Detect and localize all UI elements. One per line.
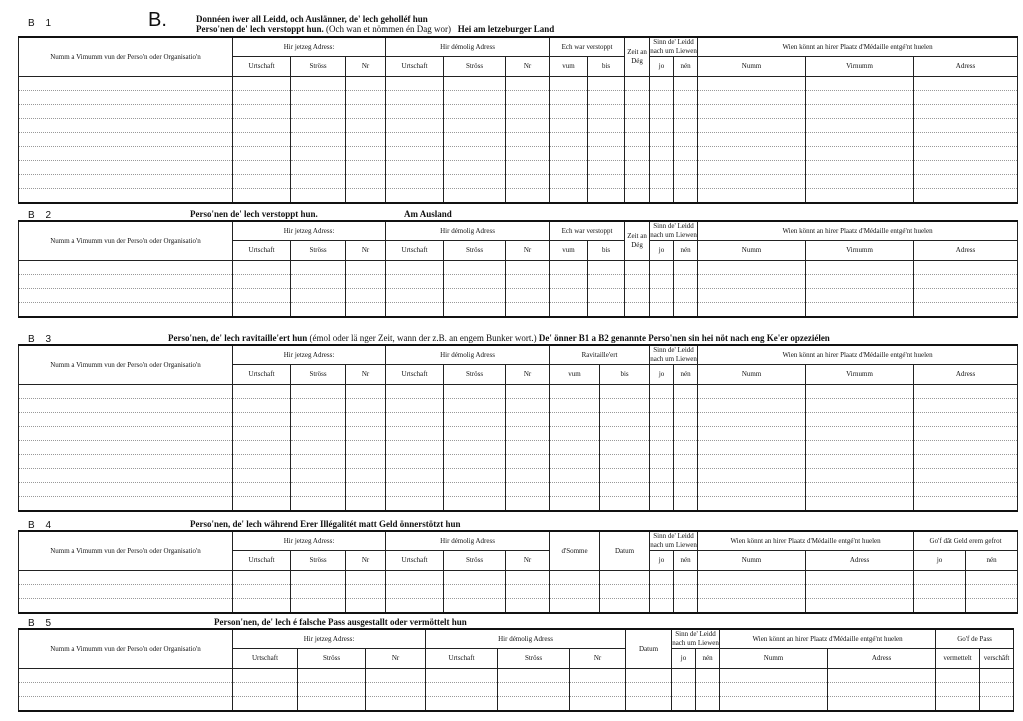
header-nr: Nr [346, 365, 386, 385]
header-vum: vum [550, 57, 588, 77]
header-nr: Nr [366, 649, 426, 669]
header-strooss: Ströss [291, 57, 346, 77]
header-adress: Adress [914, 241, 1018, 261]
header-nr: Nr [346, 57, 386, 77]
table-row[interactable] [19, 91, 1018, 105]
table-b4 [18, 530, 1018, 614]
header-vum: vum [550, 241, 588, 261]
header-current-address: Hir jetzeg Adress: [233, 37, 386, 57]
table-row[interactable] [19, 599, 1018, 614]
header-ravitailleert: Ravitaille'ert [550, 345, 650, 365]
header-nen: nén [696, 649, 720, 669]
header-former-address: Hir démolig Adress [386, 345, 550, 365]
header-alive: Sinn de' Leidd nach um Liewen [672, 630, 719, 647]
header-ortschaft: Urtschaft [386, 57, 444, 77]
header-alive: Sinn de' Leidd nach um Liewen [650, 532, 697, 549]
table-row[interactable] [19, 697, 1014, 712]
section-title: Perso'nen, de' lech während Erer Illégalitét matt Geld önnerstötzt hun [190, 519, 461, 529]
table-row[interactable] [19, 303, 1018, 318]
header-virnumm: Virnumm [806, 241, 914, 261]
header-jo: jo [650, 241, 674, 261]
header-strooss: Ströss [291, 241, 346, 261]
header-nr: Nr [506, 57, 550, 77]
header-ortschaft: Urtschaft [386, 241, 444, 261]
header-jo: jo [650, 551, 674, 571]
section-b4 [18, 518, 1013, 614]
header-datum: Datum [626, 629, 672, 669]
table-row[interactable] [19, 483, 1018, 497]
table-row[interactable] [19, 683, 1014, 697]
section-code: B 5 [28, 618, 56, 629]
header-alive: Sinn de' Leidd nach um Liewen [650, 222, 697, 239]
table-row[interactable] [19, 441, 1018, 455]
section-subtitle: Perso'nen de' lech verstoppt hun. (Och wan et nömmen én Dag wor) Hei am letzeburger Land [196, 24, 555, 34]
section-b1 [18, 10, 1013, 206]
table-row[interactable] [19, 161, 1018, 175]
section-b5 [18, 616, 1013, 712]
header-adress: Adress [806, 551, 914, 571]
section-code: B 1 [28, 18, 56, 29]
header-ortschaft: Urtschaft [233, 551, 291, 571]
header-jo: jo [650, 365, 674, 385]
table-row[interactable] [19, 399, 1018, 413]
header-numm: Numm [720, 649, 828, 669]
header-name: Numm a Vimumm vun der Perso'n oder Organisatio'n [19, 221, 233, 261]
table-row[interactable] [19, 427, 1018, 441]
header-zeit: Zeit an Dég [625, 37, 650, 77]
header-nen: nén [674, 551, 698, 571]
header-name: Numm a Vimumm vun der Perso'n oder Organisatio'n [19, 345, 233, 385]
section-code: B 2 [28, 210, 56, 221]
header-vum: vum [550, 365, 600, 385]
table-row[interactable] [19, 275, 1018, 289]
header-ortschaft: Urtschaft [233, 365, 291, 385]
table-row[interactable] [19, 455, 1018, 469]
header-medal: Wien könnt an hirer Plaatz d'Médaille entgé'nt huelen [698, 531, 914, 551]
section-b3 [18, 332, 1013, 516]
header-strooss: Ströss [444, 241, 506, 261]
header-numm: Numm [698, 365, 806, 385]
table-b1 [18, 36, 1018, 204]
header-strooss: Ströss [291, 551, 346, 571]
header-medal: Wien könnt an hirer Plaatz d'Médaille entgé'nt huelen [698, 221, 1018, 241]
header-verschaft: verschâft [980, 649, 1014, 669]
table-row[interactable] [19, 289, 1018, 303]
header-name: Numm a Vimumm vun der Perso'n oder Organisatio'n [19, 37, 233, 77]
header-bis: bis [600, 365, 650, 385]
header-alive: Sinn de' Leidd nach um Liewen [650, 38, 697, 55]
header-virnumm: Virnumm [806, 57, 914, 77]
header-zeit: Zeit an Dég [625, 221, 650, 261]
header-medal: Wien könnt an hirer Plaatz d'Médaille entgé'nt huelen [698, 345, 1018, 365]
header-adress: Adress [828, 649, 936, 669]
header-alive: Sinn de' Leidd nach um Liewen [650, 346, 697, 363]
header-ortschaft: Urtschaft [233, 57, 291, 77]
header-medal: Wien könnt an hirer Plaatz d'Médaille entgé'nt huelen [720, 629, 936, 649]
header-nen: nén [674, 365, 698, 385]
header-hidden: Ech war verstoppt [550, 37, 625, 57]
table-b5 [18, 628, 1014, 712]
table-row[interactable] [19, 105, 1018, 119]
section-title: Perso'nen de' lech verstoppt hun. [190, 209, 318, 219]
header-strooss: Ströss [444, 365, 506, 385]
form-letter: B. [148, 9, 167, 31]
section-title: Person'nen, de' lech é falsche Pass ausgestallt oder vermöttelt hun [214, 617, 467, 627]
header-nr: Nr [506, 241, 550, 261]
table-b2 [18, 220, 1018, 318]
header-former-address: Hir démolig Adress [386, 37, 550, 57]
header-strooss: Ströss [498, 649, 570, 669]
table-row[interactable] [19, 261, 1018, 275]
header-vermettelt: vermettelt [936, 649, 980, 669]
table-row[interactable] [19, 497, 1018, 512]
header-numm: Numm [698, 241, 806, 261]
table-row[interactable] [19, 385, 1018, 399]
header-jo: jo [650, 57, 674, 77]
table-row[interactable] [19, 413, 1018, 427]
header-strooss: Ströss [298, 649, 366, 669]
table-row[interactable] [19, 147, 1018, 161]
header-nr: Nr [346, 551, 386, 571]
header-bis: bis [588, 241, 625, 261]
form-sheet [18, 10, 1013, 715]
header-pass: Go'f de Pass [936, 629, 1014, 649]
header-hidden: Ech war verstoppt [550, 221, 625, 241]
table-row[interactable] [19, 669, 1014, 683]
header-current-address: Hir jetzeg Adress: [233, 531, 386, 551]
header-jo: jo [672, 649, 696, 669]
header-strooss: Ströss [444, 551, 506, 571]
header-nr: Nr [506, 551, 550, 571]
table-row[interactable] [19, 175, 1018, 189]
section-title-extra: Am Ausland [404, 209, 452, 219]
header-ortschaft: Urtschaft [426, 649, 498, 669]
table-row[interactable] [19, 585, 1018, 599]
header-ortschaft: Urtschaft [386, 551, 444, 571]
header-former-address: Hir démolig Adress [386, 221, 550, 241]
header-ortschaft: Urtschaft [233, 649, 298, 669]
table-row[interactable] [19, 189, 1018, 204]
header-nr: Nr [506, 365, 550, 385]
header-adress: Adress [914, 57, 1018, 77]
header-current-address: Hir jetzeg Adress: [233, 345, 386, 365]
header-nen: nén [674, 57, 698, 77]
table-row[interactable] [19, 469, 1018, 483]
section-code: B 3 [28, 334, 56, 345]
table-row[interactable] [19, 571, 1018, 585]
header-former-address: Hir démolig Adress [386, 531, 550, 551]
section-title: Donnéen iwer all Leidd, och Auslänner, de' lech geholléf hun [196, 14, 428, 24]
header-nen: nén [966, 551, 1018, 571]
header-numm: Numm [698, 551, 806, 571]
header-strooss: Ströss [444, 57, 506, 77]
header-refund: Go'f dât Geld erem gefrot [914, 531, 1018, 551]
header-ortschaft: Urtschaft [386, 365, 444, 385]
table-row[interactable] [19, 133, 1018, 147]
header-nr: Nr [346, 241, 386, 261]
header-nen: nén [674, 241, 698, 261]
section-b2 [18, 208, 1013, 330]
table-b3 [18, 344, 1018, 512]
header-current-address: Hir jetzeg Adress: [233, 221, 386, 241]
header-somme: d'Somme [550, 531, 600, 571]
table-row[interactable] [19, 77, 1018, 91]
header-bis: bis [588, 57, 625, 77]
header-virnumm: Virnumm [806, 365, 914, 385]
header-adress: Adress [914, 365, 1018, 385]
header-medal: Wien könnt an hirer Plaatz d'Médaille entgé'nt huelen [698, 37, 1018, 57]
header-nr: Nr [570, 649, 626, 669]
header-jo: jo [914, 551, 966, 571]
header-strooss: Ströss [291, 365, 346, 385]
header-name: Numm a Vimumm vun der Perso'n oder Organisatio'n [19, 531, 233, 571]
header-name: Numm a Vimumm vun der Perso'n oder Organisatio'n [19, 629, 233, 669]
section-code: B 4 [28, 520, 56, 531]
table-row[interactable] [19, 119, 1018, 133]
header-current-address: Hir jetzeg Adress: [233, 629, 426, 649]
header-ortschaft: Urtschaft [233, 241, 291, 261]
header-datum: Datum [600, 531, 650, 571]
header-numm: Numm [698, 57, 806, 77]
header-former-address: Hir démolig Adress [426, 629, 626, 649]
section-title: Perso'nen, de' lech ravitaille'ert hun (émol oder lä nger Zeit, wann der z.B. an engem Bunker wort.) De' önner B1 a B2 genannte Perso'nen sin hei nöt nach eng Ke'er opzeziélen [168, 333, 830, 343]
